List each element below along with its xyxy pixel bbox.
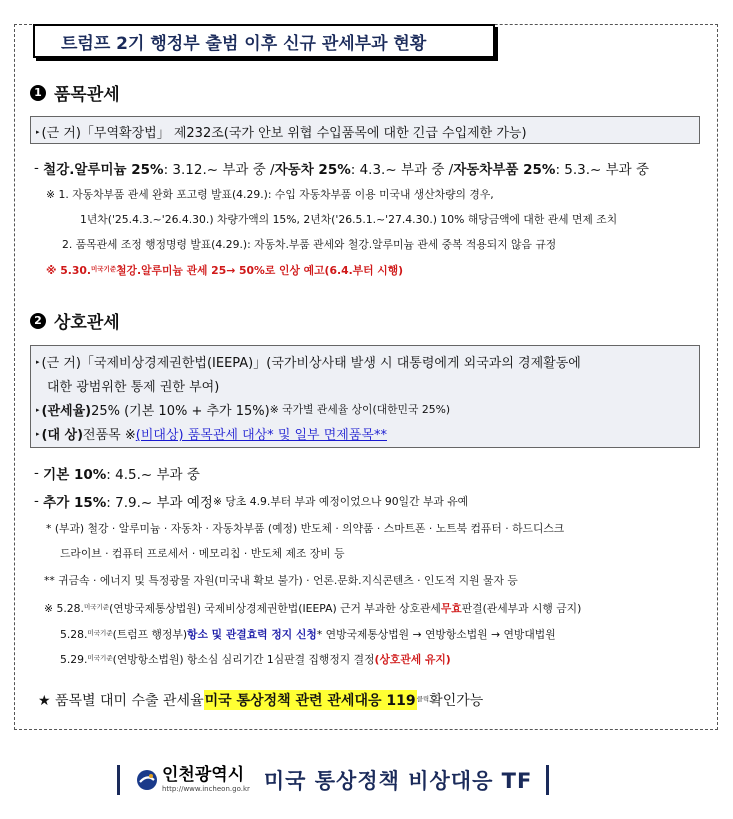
section-1-basis-box: ▸ (근 거) 「무역확장법」 제232조(국가 안보 위협 수입품목에 대한 긴급 수입제한 가능) xyxy=(30,116,700,144)
number-two-icon: 2 xyxy=(30,313,46,329)
triangle-bullet-icon: ▸ xyxy=(36,357,40,366)
footnote-1b: 드라이브 · 컴퓨터 프로세서 · 메모리칩 · 반도체 제조 장비 등 xyxy=(60,547,345,560)
incheon-logo: 인천광역시 http://www.incheon.go.kr xyxy=(136,767,250,793)
court-note-3: 5.29. $^{미국기준}$ (연방항소법원) 항소심 심리기간 1심판결 집행정지 결정 (상호관세 유지) xyxy=(60,653,451,666)
page-title: 트럼프 2기 행정부 출범 이후 신규 관세부과 현황 xyxy=(33,24,495,58)
footer-divider-left xyxy=(117,765,120,795)
star-line: ★ 품목별 대미 수출 관세율 미국 통상정책 관련 관세대응 119 $^{클릭}$ 확인가능 xyxy=(38,690,483,710)
section-1-main-line: - 철강.알루미늄 25% : 3.12.~ 부과 중 / 자동차 25% : 4.3.~ 부과 중 / 자동차부품 25% : 5.3.~ 부과 중 xyxy=(34,160,650,178)
triangle-bullet-icon: ▸ xyxy=(36,127,40,136)
footnote-1a: * (부과) 철강 · 알루미늄 · 자동차 · 자동차부품 (예정) 반도체 · 의약품 · 스마트폰 · 노트북 컴퓨터 · 하드디스크 xyxy=(46,522,565,535)
footer-divider-right xyxy=(546,765,549,795)
additional-rate-line: - 추가 15% : 7.9.~ 부과 예정 ※ 당초 4.9.부터 부과 예정이었으나 90일간 부과 유예 xyxy=(34,493,469,511)
section-1-note-1b: 1년차('25.4.3.~'26.4.30.) 차량가액의 15%, 2년차('26.5.1.~'27.4.30.) 10% 해당금액에 대한 관세 면제 조치 xyxy=(80,213,618,226)
triangle-bullet-icon: ▸ xyxy=(36,429,40,438)
section-2-heading: 2 상호관세 xyxy=(30,308,120,333)
section-1-red-note: ※ 5.30. $^{미국기준}$ 철강.알루미늄 관세 25→ 50%로 인상 예고(6.4.부터 시행) xyxy=(46,264,404,277)
footnote-2: ** 귀금속 · 에너지 및 특정광물 자원(미국내 확보 불가) · 언론.문화.지식콘텐츠 · 인도적 지원 물자 등 xyxy=(44,574,518,587)
triangle-bullet-icon: ▸ xyxy=(36,405,40,414)
court-note-2: 5.28. $^{미국기준}$ (트럼프 행정부) 항소 및 관결효력 정지 신청 * 연방국제통상법원 → 연방항소법원 → 연방대법원 xyxy=(60,628,556,641)
exempt-items-link[interactable]: (비대상) 품목관세 대상* 및 일부 면제품목** xyxy=(135,428,387,443)
section-1-note-2: 2. 품목관세 조정 행정명령 발표(4.29.): 자동차.부품 관세와 철강.알루미늄 관세 중복 적용되지 않음 규정 xyxy=(62,238,557,251)
base-rate-line: - 기본 10% : 4.5.~ 부과 중 xyxy=(34,465,200,483)
tariff-119-link[interactable]: 미국 통상정책 관련 관세대응 119 xyxy=(204,690,417,710)
number-one-icon: 1 xyxy=(30,85,46,101)
tf-title: 미국 통상정책 비상대응 TF xyxy=(263,769,533,793)
section-2-basis-box: ▸ (근 거) 「국제비상경제권한법(IEEPA)」(국가비상사태 발생 시 대통령에게 외국과의 경제활동에 대한 광범위한 통제 권한 부여) ▸ (관세율) 25% (기본 10% + 추가 15%) ※ 국가별 관세율 상이(대한민국 25%) ▸ (대 상) 전품목 ※ (비대상) 품목관세 대상* 및 일부 면제품목** xyxy=(30,345,700,448)
footer xyxy=(117,760,617,800)
section-1-note-1a: ※ 1. 자동차부품 관세 완화 포고령 발표(4.29.): 수입 자동차부품 이용 미국내 생산차량의 경우, xyxy=(46,188,494,201)
section-1-heading: 1 품목관세 xyxy=(30,80,120,105)
incheon-emblem-icon xyxy=(136,769,158,791)
court-note-1: ※ 5.28. $^{미국기준}$ (연방국제통상법원) 국제비상경제권한법(IEEPA) 근거 부과한 상호관세 무효 판결(관세부과 시행 금지) xyxy=(44,602,582,615)
